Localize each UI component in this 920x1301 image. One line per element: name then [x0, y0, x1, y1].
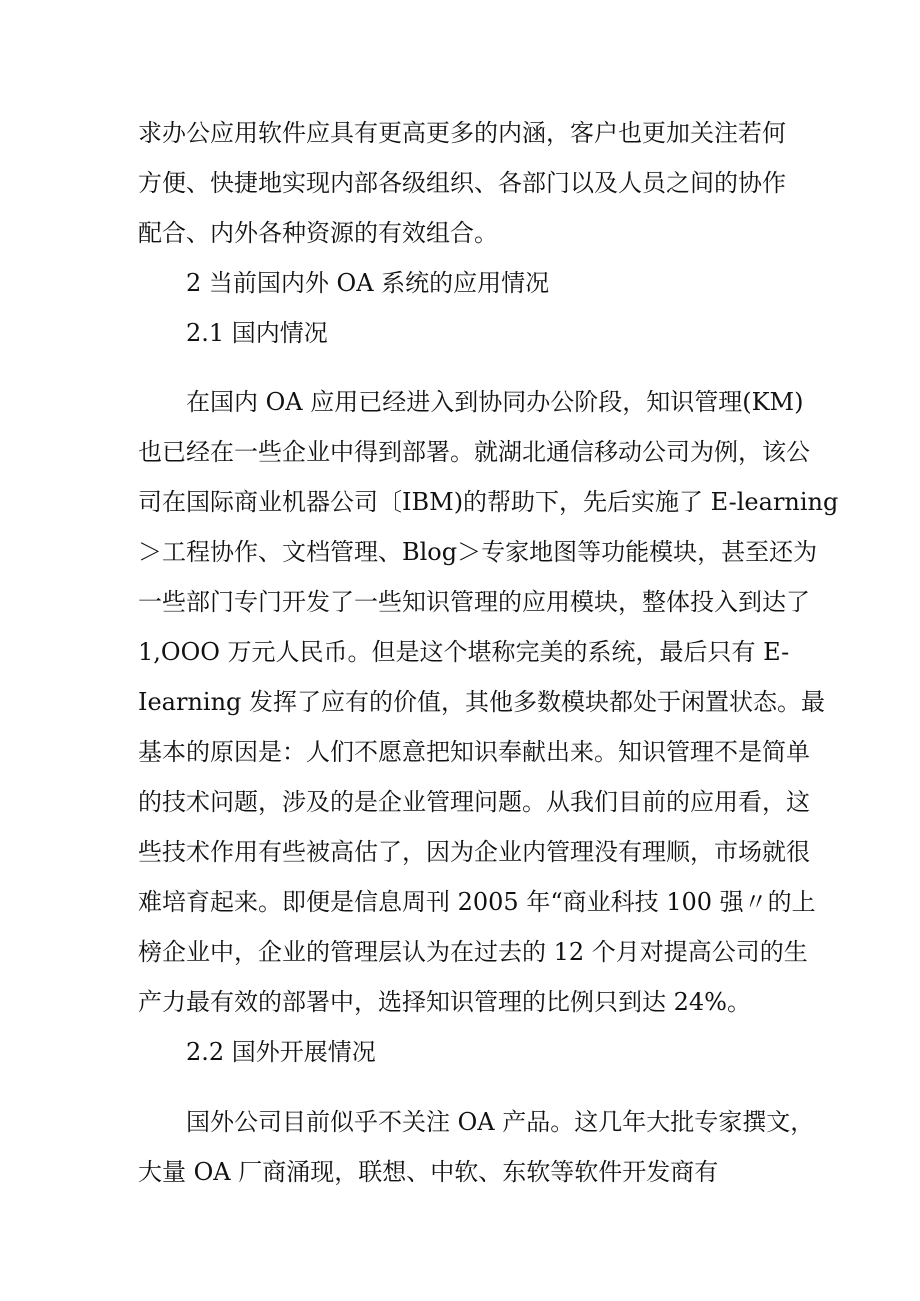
paragraph-line: 难培育起来。即便是信息周刊 2005 年“商业科技 100 强〃的上 [138, 888, 816, 916]
paragraph-line: 司在国际商业机器公司〔IBM)的帮助下，先后实施了 E-learning [138, 488, 839, 516]
paragraph-line: 1,OOO 万元人民币。但是这个堪称完美的系统，最后只有 E- [138, 638, 790, 666]
paragraph-line: 配合、内外各种资源的有效组合。 [138, 219, 498, 247]
section-heading: 2 当前国内外 OA 系统的应用情况 [186, 269, 550, 297]
paragraph-line: 方便、快捷地实现内部各级组织、各部门以及人员之间的协作 [138, 169, 786, 197]
paragraph-line: 一些部门专门开发了一些知识管理的应用模块，整体投入到达了 [138, 588, 810, 616]
subsection-heading-domestic: 2.1 国内情况 [186, 319, 328, 347]
subsection-heading-foreign: 2.2 国外开展情况 [186, 1038, 376, 1066]
paragraph-line: 也已经在一些企业中得到部署。就湖北通信移动公司为例，该公 [138, 438, 810, 466]
paragraph-line: 产力最有效的部署中，选择知识管理的比例只到达 24%。 [138, 988, 751, 1016]
paragraph-line: 榜企业中，企业的管理层认为在过去的 12 个月对提高公司的生 [138, 938, 808, 966]
paragraph-line: 基本的原因是：人们不愿意把知识奉献出来。知识管理不是简单 [138, 738, 810, 766]
paragraph-line: 些技术作用有些被高估了，因为企业内管理没有理顺，市场就很 [138, 838, 810, 866]
paragraph-line: 的技术问题，涉及的是企业管理问题。从我们目前的应用看，这 [138, 788, 810, 816]
paragraph-line: 大量 OA 厂商涌现，联想、中软、东软等软件开发商有 [138, 1158, 719, 1186]
paragraph-line: Iearning 发挥了应有的价值，其他多数模块都处于闲置状态。最 [138, 688, 826, 716]
paragraph-line: ＞工程协作、文档管理、Blog＞专家地图等功能模块，甚至还为 [138, 538, 818, 566]
paragraph-line: 在国内 OA 应用已经进入到协同办公阶段，知识管理(KM) [186, 388, 804, 416]
paragraph-line: 求办公应用软件应具有更高更多的内涵，客户也更加关注若何 [138, 119, 786, 147]
paragraph-line: 国外公司目前似乎不关注 OA 产品。这几年大批专家撰文， [186, 1108, 815, 1136]
